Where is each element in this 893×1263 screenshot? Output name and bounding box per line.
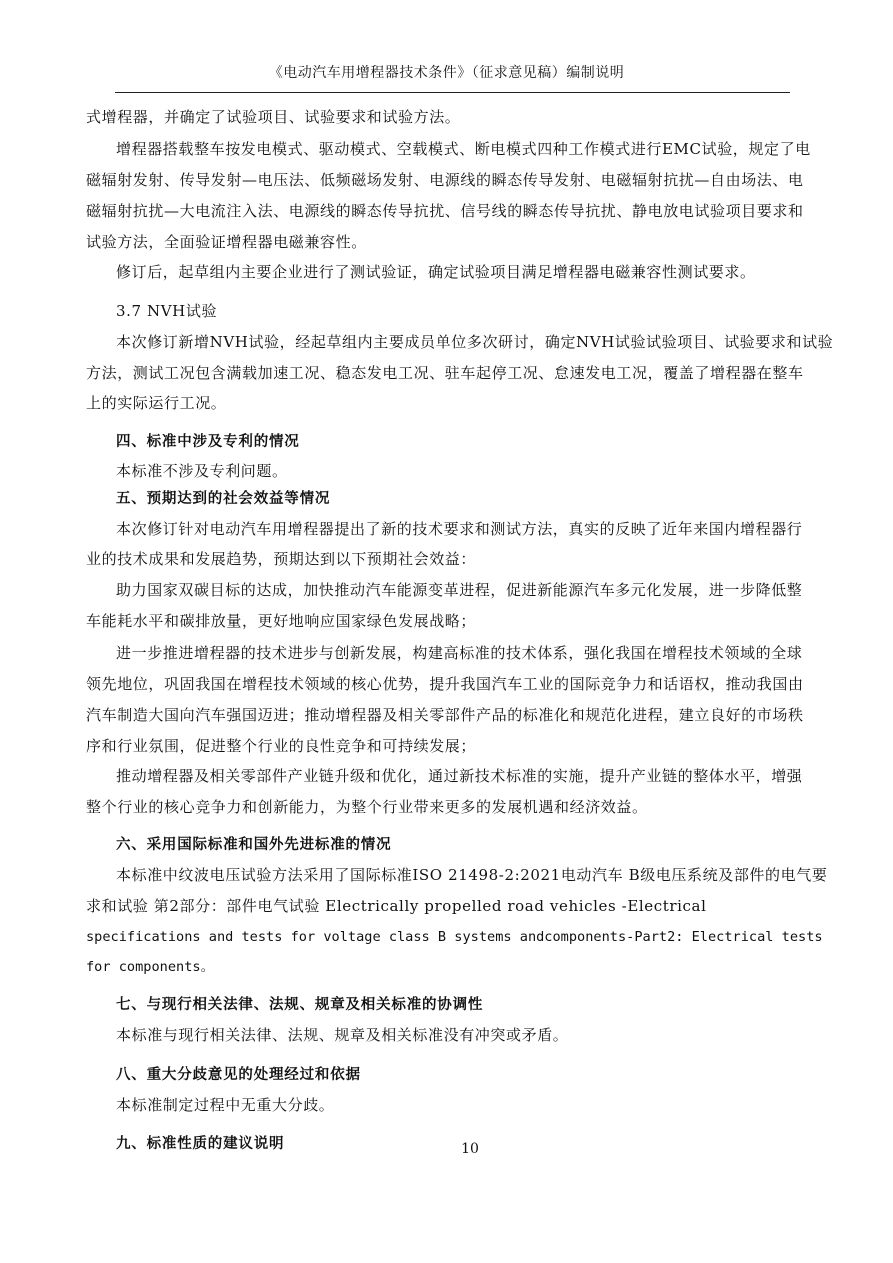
paragraph-line: 方法，测试工况包含满载加速工况、稳态发电工况、驻车起停工况、怠速发电工况，覆盖了增程器在整车 [86, 364, 804, 382]
paragraph-line: 本标准不涉及专利问题。 [116, 462, 288, 480]
paragraph-line: 试验方法，全面验证增程器电磁兼容性。 [86, 233, 367, 251]
paragraph-line: 磁辐射抗扰—大电流注入法、电源线的瞬态传导抗扰、信号线的瞬态传导抗扰、静电放电试验项目要求和 [86, 202, 804, 220]
section-heading-9: 九、标准性质的建议说明 [116, 1136, 285, 1152]
paragraph-line: 上的实际运行工况。 [86, 394, 227, 412]
section-heading-3-7: 3.7 NVH试验 [116, 302, 218, 320]
section-heading-5: 五、预期达到的社会效益等情况 [116, 491, 331, 507]
section-heading-8: 八、重大分歧意见的处理经过和依据 [116, 1067, 361, 1083]
paragraph-line: 本标准中纹波电压试验方法采用了国际标准ISO 21498-2:2021电动汽车 B级电压系统及部件的电气要 [116, 866, 828, 884]
paragraph-line: 整个行业的核心竞争力和创新能力，为整个行业带来更多的发展机遇和经济效益。 [86, 798, 648, 816]
paragraph-line: for components。 [86, 959, 215, 975]
section-heading-4: 四、标准中涉及专利的情况 [116, 434, 300, 450]
paragraph-line: specifications and tests for voltage class B systems andcomponents-Part2: Electrical tests [86, 929, 823, 945]
paragraph-line: 求和试验 第2部分：部件电气试验 Electrically propelled road vehicles -Electrical [86, 897, 707, 915]
paragraph-line: 推动增程器及相关零部件产业链升级和优化，通过新技术标准的实施，提升产业链的整体水平，增强 [116, 767, 803, 785]
paragraph-line: 进一步推进增程器的技术进步与创新发展，构建高标准的技术体系，强化我国在增程技术领域的全球 [116, 644, 803, 662]
paragraph-line: 本标准制定过程中无重大分歧。 [116, 1096, 335, 1114]
paragraph-line: 汽车制造大国向汽车强国迈进；推动增程器及相关零部件产品的标准化和规范化进程，建立良好的市场秩 [86, 706, 804, 724]
paragraph-line: 本次修订针对电动汽车用增程器提出了新的技术要求和测试方法，真实的反映了近年来国内增程器行 [116, 520, 803, 538]
page-number: 10 [461, 1141, 479, 1157]
paragraph-line: 序和行业氛围，促进整个行业的良性竞争和可持续发展； [86, 737, 477, 755]
paragraph-line: 业的技术成果和发展趋势，预期达到以下预期社会效益： [86, 550, 477, 568]
section-heading-7: 七、与现行相关法律、法规、规章及相关标准的协调性 [116, 997, 484, 1013]
section-heading-6: 六、采用国际标准和国外先进标准的情况 [116, 837, 392, 853]
paragraph-line: 本次修订新增NVH试验，经起草组内主要成员单位多次研讨，确定NVH试验试验项目、试验要求和试验 [116, 333, 834, 351]
paragraph-line: 式增程器，并确定了试验项目、试验要求和试验方法。 [86, 108, 461, 126]
paragraph-line: 修订后，起草组内主要企业进行了测试验证，确定试验项目满足增程器电磁兼容性测试要求。 [116, 263, 756, 281]
paragraph-line: 本标准与现行相关法律、法规、规章及相关标准没有冲突或矛盾。 [116, 1026, 569, 1044]
paragraph-line: 助力国家双碳目标的达成，加快推动汽车能源变革进程，促进新能源汽车多元化发展，进一步降低整 [116, 581, 803, 599]
paragraph-line: 车能耗水平和碳排放量，更好地响应国家绿色发展战略； [86, 612, 477, 630]
paragraph-line: 磁辐射发射、传导发射—电压法、低频磁场发射、电源线的瞬态传导发射、电磁辐射抗扰—自由场法、电 [86, 171, 804, 189]
paragraph-line: 领先地位，巩固我国在增程技术领域的核心优势，提升我国汽车工业的国际竞争力和话语权，推动我国由 [86, 675, 804, 693]
page-header-title: 《电动汽车用增程器技术条件》（征求意见稿）编制说明 [268, 65, 625, 81]
header-divider [115, 92, 790, 93]
paragraph-line: 增程器搭载整车按发电模式、驱动模式、空载模式、断电模式四种工作模式进行EMC试验，规定了电 [116, 140, 811, 158]
